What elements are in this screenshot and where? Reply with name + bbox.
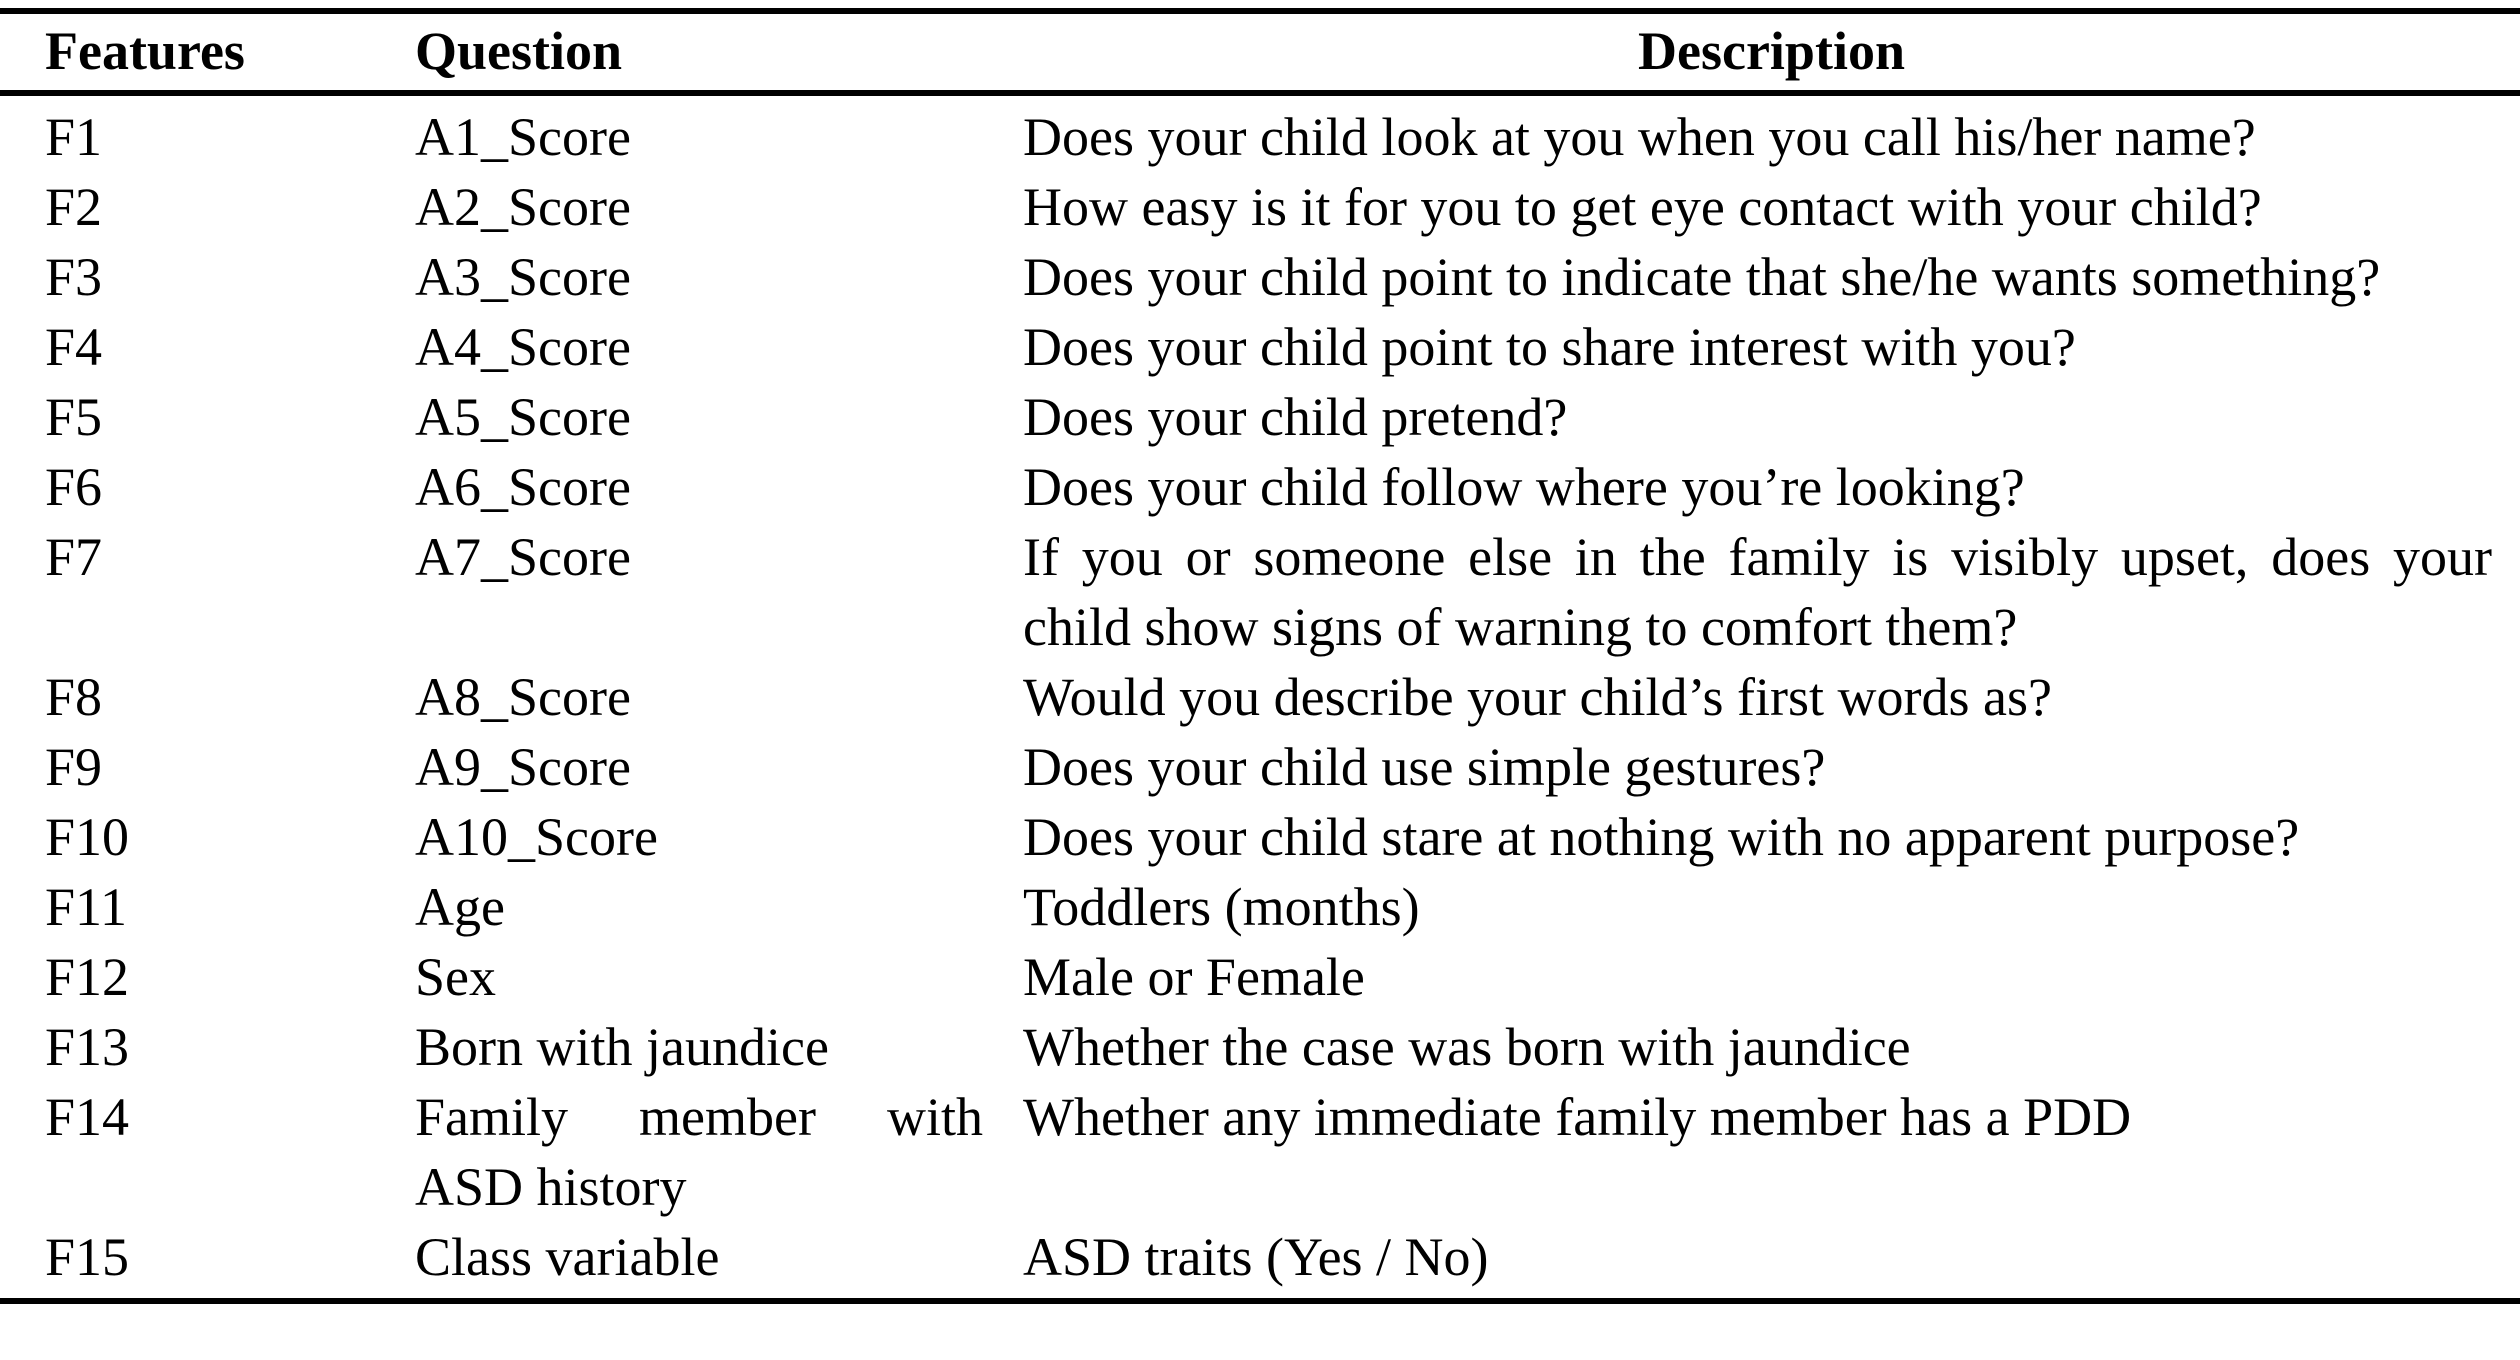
question-cell: A7_Score bbox=[415, 527, 631, 587]
description-cell: Does your child use simple gestures? bbox=[1023, 737, 1826, 797]
table-row bbox=[0, 802, 2520, 872]
question-cell: A2_Score bbox=[415, 177, 631, 237]
question-cell: A1_Score bbox=[415, 107, 631, 167]
feature-cell: F14 bbox=[45, 1087, 130, 1147]
question-cell: Born with jaundice bbox=[415, 1017, 829, 1077]
feature-cell: F2 bbox=[45, 177, 103, 237]
feature-cell: F3 bbox=[45, 247, 103, 307]
description-cell: Does your child stare at nothing with no apparent purpose? bbox=[1023, 807, 2300, 867]
question-cell: A3_Score bbox=[415, 247, 631, 307]
column-header-features: Features bbox=[0, 11, 415, 93]
description-cell: Does your child point to indicate that she/he wants something? bbox=[1023, 247, 2381, 307]
table-row bbox=[0, 242, 2520, 312]
feature-cell: F4 bbox=[45, 317, 103, 377]
feature-cell: F5 bbox=[45, 387, 103, 447]
feature-cell: F13 bbox=[45, 1017, 130, 1077]
description-cell: Male or Female bbox=[1023, 947, 1365, 1007]
feature-cell: F6 bbox=[45, 457, 103, 517]
description-cell: Does your child pretend? bbox=[1023, 387, 1568, 447]
question-cell: A9_Score bbox=[415, 737, 631, 797]
table-header-row bbox=[0, 11, 2520, 93]
table-row bbox=[0, 452, 2520, 522]
column-header-question: Question bbox=[415, 11, 1023, 93]
feature-cell: F11 bbox=[45, 877, 128, 937]
description-cell: Whether the case was born with jaundice bbox=[1023, 1017, 1911, 1077]
table-row bbox=[0, 382, 2520, 452]
question-cell: A8_Score bbox=[415, 667, 631, 727]
feature-cell: F10 bbox=[45, 807, 130, 867]
feature-cell: F8 bbox=[45, 667, 103, 727]
table-row bbox=[0, 522, 2520, 662]
feature-cell: F9 bbox=[45, 737, 103, 797]
question-cell: Age bbox=[415, 877, 505, 937]
question-cell: Class variable bbox=[415, 1227, 720, 1287]
description-cell: Does your child point to share interest with you? bbox=[1023, 317, 2076, 377]
description-cell: Would you describe your child’s first words as? bbox=[1023, 667, 2052, 727]
feature-cell: F15 bbox=[45, 1227, 130, 1287]
question-cell: A6_Score bbox=[415, 457, 631, 517]
question-cell: A10_Score bbox=[415, 807, 658, 867]
table-row bbox=[0, 662, 2520, 732]
question-cell: Family member with ASD history bbox=[415, 1087, 983, 1217]
table-row bbox=[0, 1082, 2520, 1222]
description-cell: How easy is it for you to get eye contact with your child? bbox=[1023, 177, 2262, 237]
feature-cell: F1 bbox=[45, 107, 103, 167]
description-cell: Whether any immediate family member has a PDD bbox=[1023, 1087, 2132, 1147]
description-cell: Toddlers (months) bbox=[1023, 877, 1420, 937]
question-cell: A5_Score bbox=[415, 387, 631, 447]
description-cell: ASD traits (Yes / No) bbox=[1023, 1227, 1489, 1287]
table-row bbox=[0, 93, 2520, 172]
question-cell: Sex bbox=[415, 947, 496, 1007]
features-table bbox=[0, 8, 2520, 1304]
table-row bbox=[0, 312, 2520, 382]
table-row bbox=[0, 732, 2520, 802]
description-cell: Does your child look at you when you call his/her name? bbox=[1023, 107, 2256, 167]
table-row bbox=[0, 942, 2520, 1012]
table-row bbox=[0, 1012, 2520, 1082]
table-row bbox=[0, 872, 2520, 942]
table-row bbox=[0, 172, 2520, 242]
feature-cell: F12 bbox=[45, 947, 130, 1007]
question-cell: A4_Score bbox=[415, 317, 631, 377]
description-cell: Does your child follow where you’re looking? bbox=[1023, 457, 2025, 517]
feature-cell: F7 bbox=[45, 527, 103, 587]
description-cell: If you or someone else in the family is visibly upset, does your child show signs of warning to comfort them? bbox=[1023, 527, 2492, 657]
table-row bbox=[0, 1222, 2520, 1301]
column-header-description: Description bbox=[1023, 11, 2520, 93]
